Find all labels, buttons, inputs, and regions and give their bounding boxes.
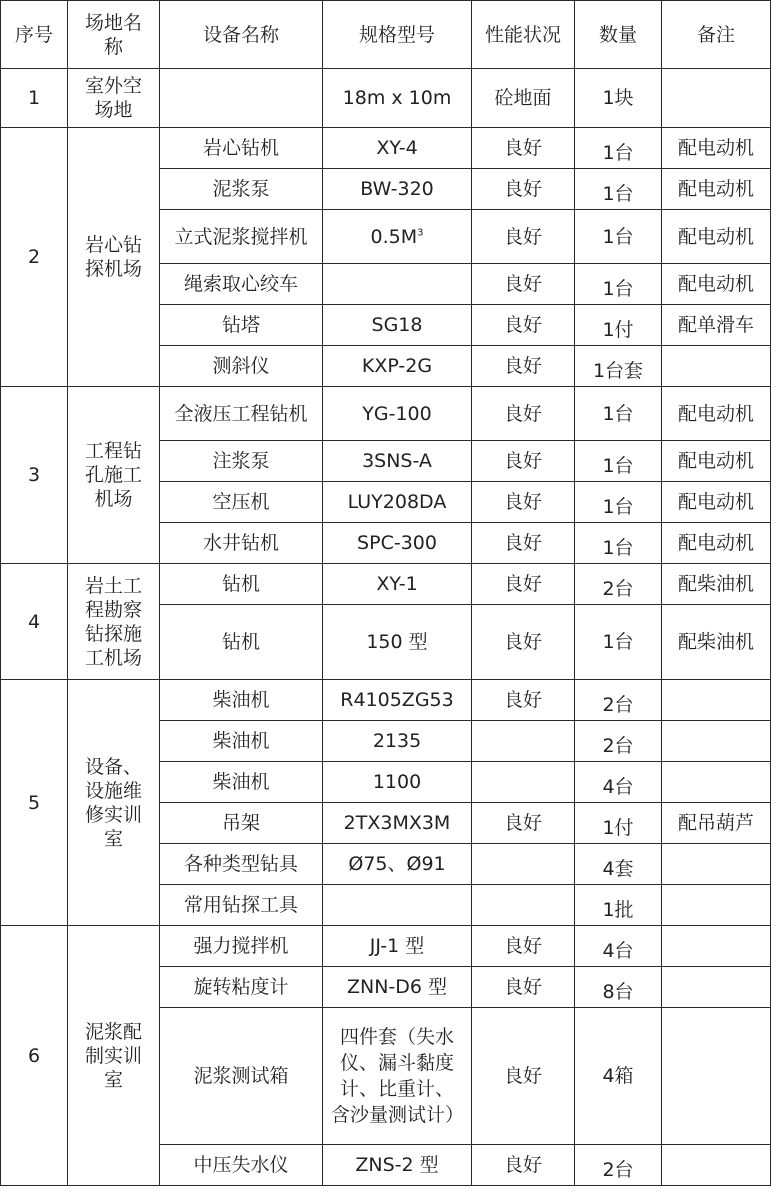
equipment-cell: 注浆泵 [160,441,323,482]
equipment-cell: 全液压工程钻机 [160,387,323,441]
spec-superscript: 3 [417,227,424,239]
table-row [1,387,771,441]
header-row [1,1,771,69]
equipment-cell: 水井钻机 [160,523,323,564]
equipment-cell: 测斜仪 [160,346,323,387]
spec-cell: 1100 [323,762,472,803]
spec-cell [323,885,472,926]
condition-cell: 良好 [472,169,575,210]
quantity-cell: 1台 [575,264,662,305]
spec-cell: XY-1 [323,564,472,605]
condition-cell: 良好 [472,803,575,844]
spec-cell: ZNS-2 型 [323,1145,472,1186]
note-cell [662,346,771,387]
table-row [1,128,771,169]
quantity-cell: 4箱 [575,1008,662,1145]
condition-cell [472,885,575,926]
table-row [1,564,771,605]
note-cell [662,762,771,803]
spec-cell: SG18 [323,305,472,346]
header-spec: 规格型号 [323,1,472,69]
group-index: 6 [1,926,68,1186]
condition-cell: 良好 [472,605,575,680]
header-condition: 性能状况 [472,1,575,69]
spec-cell: 2135 [323,721,472,762]
condition-cell: 良好 [472,305,575,346]
quantity-cell: 1付 [575,305,662,346]
spec-cell: JJ-1 型 [323,926,472,967]
quantity-cell: 1台 [575,441,662,482]
spec-cell: KXP-2G [323,346,472,387]
equipment-cell: 钻机 [160,564,323,605]
spec-cell [323,264,472,305]
header-note: 备注 [662,1,771,69]
quantity-cell: 2台 [575,721,662,762]
condition-cell: 良好 [472,926,575,967]
quantity-cell: 1付 [575,803,662,844]
equipment-cell: 岩心钻机 [160,128,323,169]
equipment-cell: 柴油机 [160,680,323,721]
quantity-cell: 4台 [575,762,662,803]
equipment-cell: 绳索取心绞车 [160,264,323,305]
quantity-cell: 2台 [575,1145,662,1186]
quantity-cell: 1块 [575,69,662,128]
group-index: 2 [1,128,68,387]
condition-cell: 良好 [472,1145,575,1186]
note-cell: 配单滑车 [662,305,771,346]
quantity-cell: 1批 [575,885,662,926]
spec-cell: YG-100 [323,387,472,441]
note-cell [662,1145,771,1186]
equipment-cell: 钻机 [160,605,323,680]
spec-cell: BW-320 [323,169,472,210]
spec-cell [323,210,472,264]
note-cell: 配电动机 [662,482,771,523]
quantity-cell: 4台 [575,926,662,967]
header-site: 场地名称 [68,1,160,69]
equipment-cell: 泥浆泵 [160,169,323,210]
equipment-cell [160,69,323,128]
group-index: 1 [1,69,68,128]
table-row [1,680,771,721]
quantity-cell: 1台 [575,169,662,210]
note-cell: 配吊葫芦 [662,803,771,844]
quantity-cell: 4套 [575,844,662,885]
quantity-cell: 1台 [575,128,662,169]
group-site: 岩心钻探机场 [68,128,160,387]
equipment-cell: 旋转粘度计 [160,967,323,1008]
quantity-cell: 1台 [575,387,662,441]
condition-cell: 良好 [472,680,575,721]
quantity-cell: 8台 [575,967,662,1008]
condition-cell: 良好 [472,264,575,305]
condition-cell [472,721,575,762]
group-site: 岩土工程勘察钻探施工机场 [68,564,160,680]
spec-cell: R4105ZG53 [323,680,472,721]
group-index: 4 [1,564,68,680]
quantity-cell: 1台 [575,605,662,680]
note-cell: 配电动机 [662,523,771,564]
equipment-cell: 中压失水仪 [160,1145,323,1186]
condition-cell: 良好 [472,346,575,387]
condition-cell [472,762,575,803]
condition-cell: 良好 [472,1008,575,1145]
condition-cell: 良好 [472,523,575,564]
condition-cell: 良好 [472,564,575,605]
equipment-cell: 柴油机 [160,721,323,762]
condition-cell: 砼地面 [472,69,575,128]
condition-cell: 良好 [472,441,575,482]
group-site: 泥浆配制实训室 [68,926,160,1186]
quantity-cell: 1台 [575,482,662,523]
equipment-cell: 钻塔 [160,305,323,346]
spec-cell: XY-4 [323,128,472,169]
note-cell [662,69,771,128]
spec-cell: Ø75、Ø91 [323,844,472,885]
spec-cell: 150 型 [323,605,472,680]
equipment-cell: 各种类型钻具 [160,844,323,885]
note-cell: 配电动机 [662,128,771,169]
equipment-cell: 常用钻探工具 [160,885,323,926]
group-site: 室外空场地 [68,69,160,128]
condition-cell: 良好 [472,128,575,169]
note-cell [662,1008,771,1145]
spec-cell: ZNN-D6 型 [323,967,472,1008]
spec-cell: 18m x 10m [323,69,472,128]
condition-cell [472,844,575,885]
group-index: 5 [1,680,68,926]
note-cell: 配电动机 [662,441,771,482]
table-row [1,926,771,967]
quantity-cell: 1台 [575,210,662,264]
spec-cell: 3SNS-A [323,441,472,482]
quantity-cell: 2台 [575,680,662,721]
note-cell [662,885,771,926]
note-cell: 配电动机 [662,387,771,441]
group-site: 工程钻孔施工机场 [68,387,160,564]
group-site: 设备、设施维修实训室 [68,680,160,926]
note-cell: 配电动机 [662,264,771,305]
note-cell: 配电动机 [662,210,771,264]
spec-cell: LUY208DA [323,482,472,523]
equipment-cell: 立式泥浆搅拌机 [160,210,323,264]
equipment-cell: 吊架 [160,803,323,844]
note-cell: 配柴油机 [662,564,771,605]
quantity-cell: 2台 [575,564,662,605]
spec-cell: SPC-300 [323,523,472,564]
header-quantity: 数量 [575,1,662,69]
equipment-cell: 柴油机 [160,762,323,803]
spec-cell: 四件套（失水仪、漏斗黏度计、比重计、含沙量测试计） [323,1008,472,1145]
header-equipment: 设备名称 [160,1,323,69]
table-row [1,69,771,128]
note-cell [662,926,771,967]
note-cell [662,680,771,721]
note-cell [662,721,771,762]
spec-cell: 2TX3MX3M [323,803,472,844]
equipment-cell: 泥浆测试箱 [160,1008,323,1145]
equipment-cell: 强力搅拌机 [160,926,323,967]
condition-cell: 良好 [472,967,575,1008]
condition-cell: 良好 [472,387,575,441]
note-cell: 配柴油机 [662,605,771,680]
equipment-cell: 空压机 [160,482,323,523]
note-cell [662,967,771,1008]
quantity-cell: 1台 [575,523,662,564]
condition-cell: 良好 [472,482,575,523]
quantity-cell: 1台套 [575,346,662,387]
spec-text: 0.5M [370,225,418,248]
condition-cell: 良好 [472,210,575,264]
note-cell [662,844,771,885]
header-index: 序号 [1,1,68,69]
note-cell: 配电动机 [662,169,771,210]
group-index: 3 [1,387,68,564]
